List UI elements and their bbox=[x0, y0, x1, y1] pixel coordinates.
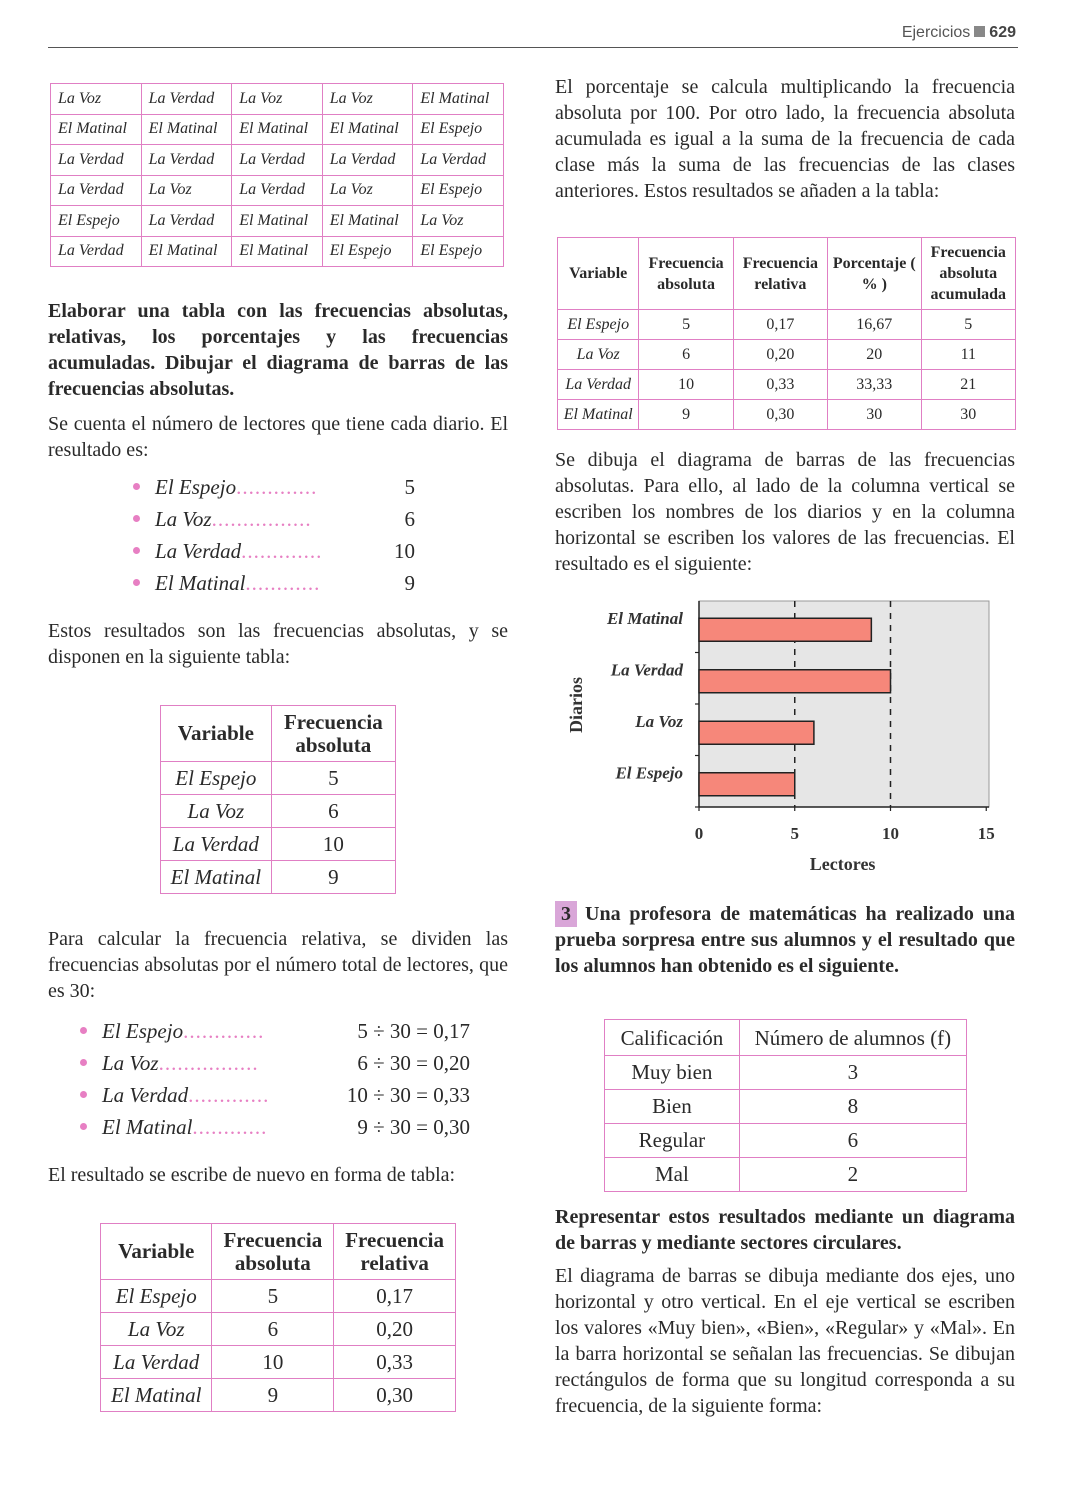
table-row bbox=[101, 1313, 456, 1346]
leader-dots: ............ bbox=[245, 571, 321, 595]
table-row bbox=[51, 145, 504, 176]
table-cell: 0,17 bbox=[733, 310, 827, 340]
item-value: 5 ÷ 30 = 0,17 bbox=[357, 1019, 470, 1043]
table2-intro: El resultado se escribe de nuevo en forma de tabla: bbox=[48, 1164, 456, 1186]
leader-dots: ............. bbox=[183, 1019, 265, 1043]
table-cell: 30 bbox=[827, 400, 921, 430]
item-label: La Verdad bbox=[155, 539, 242, 563]
column-header: Variable bbox=[558, 238, 639, 310]
table-cell: El Matinal bbox=[101, 1379, 212, 1412]
column-header: Porcentaje ( % ) bbox=[827, 238, 921, 310]
table-row bbox=[51, 175, 504, 206]
table-row bbox=[101, 1346, 456, 1379]
item-label: El Matinal bbox=[102, 1115, 193, 1139]
table-row bbox=[161, 828, 396, 861]
x-axis-label: Lectores bbox=[809, 854, 876, 874]
list-item-name bbox=[102, 1051, 259, 1076]
list-item-name bbox=[155, 539, 322, 564]
item-label: La Voz bbox=[155, 507, 212, 531]
y-axis-label: Diarios bbox=[566, 677, 586, 733]
table-cell: 5 bbox=[639, 310, 733, 340]
item-value: 9 ÷ 30 = 0,30 bbox=[357, 1115, 470, 1139]
table-row bbox=[51, 206, 504, 237]
table-cell: El Espejo bbox=[161, 762, 272, 795]
table-cell: 8 bbox=[739, 1090, 966, 1124]
table-row bbox=[51, 84, 504, 115]
grades-table bbox=[604, 1019, 967, 1192]
item-label: El Espejo bbox=[102, 1019, 184, 1043]
table-cell: 5 bbox=[271, 762, 395, 795]
column-header: Frecuencia absoluta bbox=[271, 706, 395, 762]
table-row bbox=[558, 310, 1016, 340]
table-cell: La Verdad bbox=[322, 145, 413, 176]
table-cell: Muy bien bbox=[605, 1056, 740, 1090]
bar bbox=[699, 670, 891, 693]
exercise-number: 3 bbox=[555, 901, 577, 927]
table-cell: El Espejo bbox=[413, 114, 504, 145]
final-text: El diagrama de barras se dibuja mediante dos ejes, uno horizontal y otro vertical. En el eje vertical se escriben los valores «Muy bien», «Bien», «Regular» y «Mal». En la barra horizontal se señalan las frecuencias. Se dibujan rectángulos de forma que su longitud corresponda a su frecuencia, de la siguiente forma: bbox=[555, 1265, 1015, 1417]
table-cell: El Matinal bbox=[141, 114, 232, 145]
table-cell: El Matinal bbox=[322, 206, 413, 237]
table-row bbox=[101, 1280, 456, 1313]
table-cell: 5 bbox=[921, 310, 1015, 340]
table-row bbox=[605, 1158, 967, 1192]
table-row bbox=[605, 1056, 967, 1090]
leader-dots: ................ bbox=[158, 1051, 259, 1075]
table-cell: La Verdad bbox=[558, 370, 639, 400]
abs-intro: Estos resultados son las frecuencias absolutas, y se disponen en la siguiente tabla: bbox=[48, 620, 508, 668]
table-cell: La Verdad bbox=[141, 206, 232, 237]
table-cell: La Voz bbox=[413, 206, 504, 237]
table-cell: 9 bbox=[639, 400, 733, 430]
list-item bbox=[80, 1049, 470, 1081]
table-cell: 0,20 bbox=[733, 340, 827, 370]
table-cell: La Voz bbox=[101, 1313, 212, 1346]
table-row bbox=[558, 370, 1016, 400]
table-cell: El Espejo bbox=[558, 310, 639, 340]
table-cell: 10 bbox=[639, 370, 733, 400]
table-cell: 9 bbox=[271, 861, 395, 894]
leader-dots: ............. bbox=[241, 539, 323, 563]
table-cell: El Matinal bbox=[232, 206, 323, 237]
table-cell: 6 bbox=[271, 795, 395, 828]
item-value: 6 ÷ 30 = 0,20 bbox=[357, 1051, 470, 1075]
table-header-row bbox=[101, 1224, 456, 1280]
table-row bbox=[605, 1090, 967, 1124]
rel-intro: Para calcular la frecuencia relativa, se dividen las frecuencias absolutas por el número total de lectores, que es 30: bbox=[48, 928, 508, 1002]
item-value: 9 bbox=[404, 571, 415, 595]
item-value: 10 ÷ 30 = 0,33 bbox=[346, 1083, 470, 1107]
table-cell: 9 bbox=[212, 1379, 334, 1412]
table-cell: El Matinal bbox=[413, 84, 504, 115]
column-header: Frecuencia absoluta bbox=[212, 1224, 334, 1280]
list-item-name bbox=[102, 1083, 269, 1108]
table-cell: 30 bbox=[921, 400, 1015, 430]
item-label: El Matinal bbox=[155, 571, 246, 595]
table-cell: El Matinal bbox=[232, 114, 323, 145]
abs-frequency-table bbox=[160, 705, 396, 894]
table-cell: El Matinal bbox=[51, 114, 142, 145]
list-item bbox=[80, 1113, 470, 1145]
table-row bbox=[161, 795, 396, 828]
table-cell: La Verdad bbox=[141, 145, 232, 176]
category-label: La Verdad bbox=[610, 660, 683, 680]
table-cell: 2 bbox=[739, 1158, 966, 1192]
table-cell: El Matinal bbox=[161, 861, 272, 894]
column-header: Frecuencia absoluta acumulada bbox=[921, 238, 1015, 310]
table-cell: 6 bbox=[739, 1124, 966, 1158]
bullet-icon bbox=[80, 1027, 87, 1034]
list-item bbox=[133, 569, 423, 601]
x-tick-label: 5 bbox=[790, 824, 799, 843]
table-row bbox=[558, 340, 1016, 370]
table-cell: 20 bbox=[827, 340, 921, 370]
table-cell: La Verdad bbox=[51, 145, 142, 176]
table-cell: El Espejo bbox=[413, 236, 504, 267]
column-header: Calificación bbox=[605, 1020, 740, 1056]
table-cell: La Voz bbox=[322, 175, 413, 206]
bullet-icon bbox=[133, 483, 140, 490]
item-value: 6 bbox=[404, 507, 415, 531]
table-cell: La Verdad bbox=[161, 828, 272, 861]
table-cell: 0,33 bbox=[334, 1346, 456, 1379]
table-cell: 0,30 bbox=[733, 400, 827, 430]
table-cell: 0,30 bbox=[334, 1379, 456, 1412]
table-cell: La Verdad bbox=[141, 84, 232, 115]
item-label: El Espejo bbox=[155, 475, 237, 499]
table-cell: El Espejo bbox=[101, 1280, 212, 1313]
rel-list bbox=[80, 1017, 470, 1145]
table-cell: 10 bbox=[212, 1346, 334, 1379]
bar bbox=[699, 721, 814, 744]
table-cell: Mal bbox=[605, 1158, 740, 1192]
category-label: La Voz bbox=[635, 711, 683, 731]
category-label: El Matinal bbox=[606, 608, 683, 628]
table-row bbox=[161, 861, 396, 894]
column-header: Frecuencia relativa bbox=[733, 238, 827, 310]
bar bbox=[699, 773, 795, 796]
column-header: Frecuencia relativa bbox=[334, 1224, 456, 1280]
table-cell: La Verdad bbox=[51, 175, 142, 206]
table-cell: La Verdad bbox=[101, 1346, 212, 1379]
raw-data-table bbox=[50, 83, 504, 267]
x-tick-label: 10 bbox=[882, 824, 899, 843]
section-name: Ejercicios bbox=[901, 24, 971, 41]
table-row bbox=[101, 1379, 456, 1412]
task3-text: Representar estos resultados mediante un diagrama de barras y mediante sectores circulares. bbox=[555, 1206, 1015, 1254]
list-item-name bbox=[102, 1115, 267, 1140]
leader-dots: ............. bbox=[236, 475, 318, 499]
table-cell: La Verdad bbox=[51, 236, 142, 267]
list-item bbox=[133, 473, 423, 505]
item-value: 5 bbox=[404, 475, 415, 499]
table-cell: 33,33 bbox=[827, 370, 921, 400]
count-list bbox=[133, 473, 423, 601]
leader-dots: ............. bbox=[188, 1083, 270, 1107]
table-row bbox=[161, 762, 396, 795]
table-cell: El Matinal bbox=[232, 236, 323, 267]
table-cell: La Verdad bbox=[232, 175, 323, 206]
column-header: Variable bbox=[101, 1224, 212, 1280]
bar-chart bbox=[555, 595, 1025, 885]
table-cell: La Voz bbox=[141, 175, 232, 206]
table-cell: La Verdad bbox=[232, 145, 323, 176]
table-cell: 6 bbox=[639, 340, 733, 370]
table-cell: 0,20 bbox=[334, 1313, 456, 1346]
page-number: 629 bbox=[989, 24, 1016, 41]
table-cell: El Espejo bbox=[413, 175, 504, 206]
category-label: El Espejo bbox=[615, 763, 683, 783]
table-cell: La Voz bbox=[232, 84, 323, 115]
table-cell: 6 bbox=[212, 1313, 334, 1346]
x-tick-label: 15 bbox=[977, 824, 995, 843]
bar-intro: Se dibuja el diagrama de barras de las frecuencias absolutas. Para ello, al lado de la columna vertical se escriben los nombres de los diarios y en la columna horizontal se escriben los valores de las frecuencias. El resultado es el siguiente: bbox=[555, 449, 1015, 575]
table-header-row bbox=[161, 706, 396, 762]
table-cell: Bien bbox=[605, 1090, 740, 1124]
table-cell: 5 bbox=[212, 1280, 334, 1313]
header-rule bbox=[48, 47, 1018, 48]
exercise-3 bbox=[555, 901, 1015, 979]
table-cell: El Espejo bbox=[51, 206, 142, 237]
table-header-row bbox=[558, 238, 1016, 310]
table-row bbox=[558, 400, 1016, 430]
table-cell: 3 bbox=[739, 1056, 966, 1090]
table-cell: La Voz bbox=[51, 84, 142, 115]
list-item-name bbox=[155, 475, 317, 500]
item-label: La Verdad bbox=[102, 1083, 189, 1107]
count-intro: Se cuenta el número de lectores que tiene cada diario. El resultado es: bbox=[48, 413, 508, 461]
leader-dots: ................ bbox=[211, 507, 312, 531]
list-item-name bbox=[155, 571, 320, 596]
list-item-name bbox=[155, 507, 312, 532]
table-cell: 0,33 bbox=[733, 370, 827, 400]
item-label: La Voz bbox=[102, 1051, 159, 1075]
item-value: 10 bbox=[394, 539, 415, 563]
table-header-row bbox=[605, 1020, 967, 1056]
table-cell: 11 bbox=[921, 340, 1015, 370]
list-item bbox=[133, 505, 423, 537]
square-icon bbox=[974, 26, 985, 37]
bullet-icon bbox=[80, 1123, 87, 1130]
table-cell: El Espejo bbox=[322, 236, 413, 267]
table-cell: El Matinal bbox=[558, 400, 639, 430]
table-cell: 0,17 bbox=[334, 1280, 456, 1313]
bullet-icon bbox=[133, 515, 140, 522]
table-row bbox=[605, 1124, 967, 1158]
column-header: Número de alumnos (f) bbox=[739, 1020, 966, 1056]
table-cell: Regular bbox=[605, 1124, 740, 1158]
table-cell: El Matinal bbox=[322, 114, 413, 145]
list-item bbox=[80, 1017, 470, 1049]
full-frequency-table bbox=[557, 237, 1016, 430]
pct-text: El porcentaje se calcula multiplicando la frecuencia absoluta por 100. Por otro lado, la frecuencia absoluta acumulada es igual a la suma de la frecuencia de cada clase más la suma de las frecuencias de las clases anteriores. Estos resultados se añaden a la tabla: bbox=[555, 76, 1015, 202]
page-header bbox=[902, 24, 1016, 42]
table-row bbox=[51, 114, 504, 145]
bullet-icon bbox=[133, 579, 140, 586]
bar bbox=[699, 618, 871, 641]
list-item bbox=[133, 537, 423, 569]
bullet-icon bbox=[133, 547, 140, 554]
x-tick-label: 0 bbox=[694, 824, 704, 843]
table-cell: 16,67 bbox=[827, 310, 921, 340]
table-cell: 10 bbox=[271, 828, 395, 861]
table-cell: 21 bbox=[921, 370, 1015, 400]
exercise-text: Una profesora de matemáticas ha realizado una prueba sorpresa entre sus alumnos y el resultado que los alumnos han obtenido es el siguiente. bbox=[555, 903, 1015, 977]
bullet-icon bbox=[80, 1091, 87, 1098]
column-header: Frecuencia absoluta bbox=[639, 238, 733, 310]
rel-frequency-table bbox=[100, 1223, 456, 1412]
leader-dots: ............ bbox=[192, 1115, 268, 1139]
column-header: Variable bbox=[161, 706, 272, 762]
table-cell: La Verdad bbox=[413, 145, 504, 176]
list-item-name bbox=[102, 1019, 264, 1044]
table-row bbox=[51, 236, 504, 267]
table-cell: La Voz bbox=[558, 340, 639, 370]
table-cell: El Matinal bbox=[141, 236, 232, 267]
bullet-icon bbox=[80, 1059, 87, 1066]
table-cell: La Voz bbox=[322, 84, 413, 115]
table-cell: La Voz bbox=[161, 795, 272, 828]
list-item bbox=[80, 1081, 470, 1113]
task-text: Elaborar una tabla con las frecuencias absolutas, relativas, los porcentajes y las frecuencias acumuladas. Dibujar el diagrama de barras de las frecuencias absolutas. bbox=[48, 300, 508, 400]
